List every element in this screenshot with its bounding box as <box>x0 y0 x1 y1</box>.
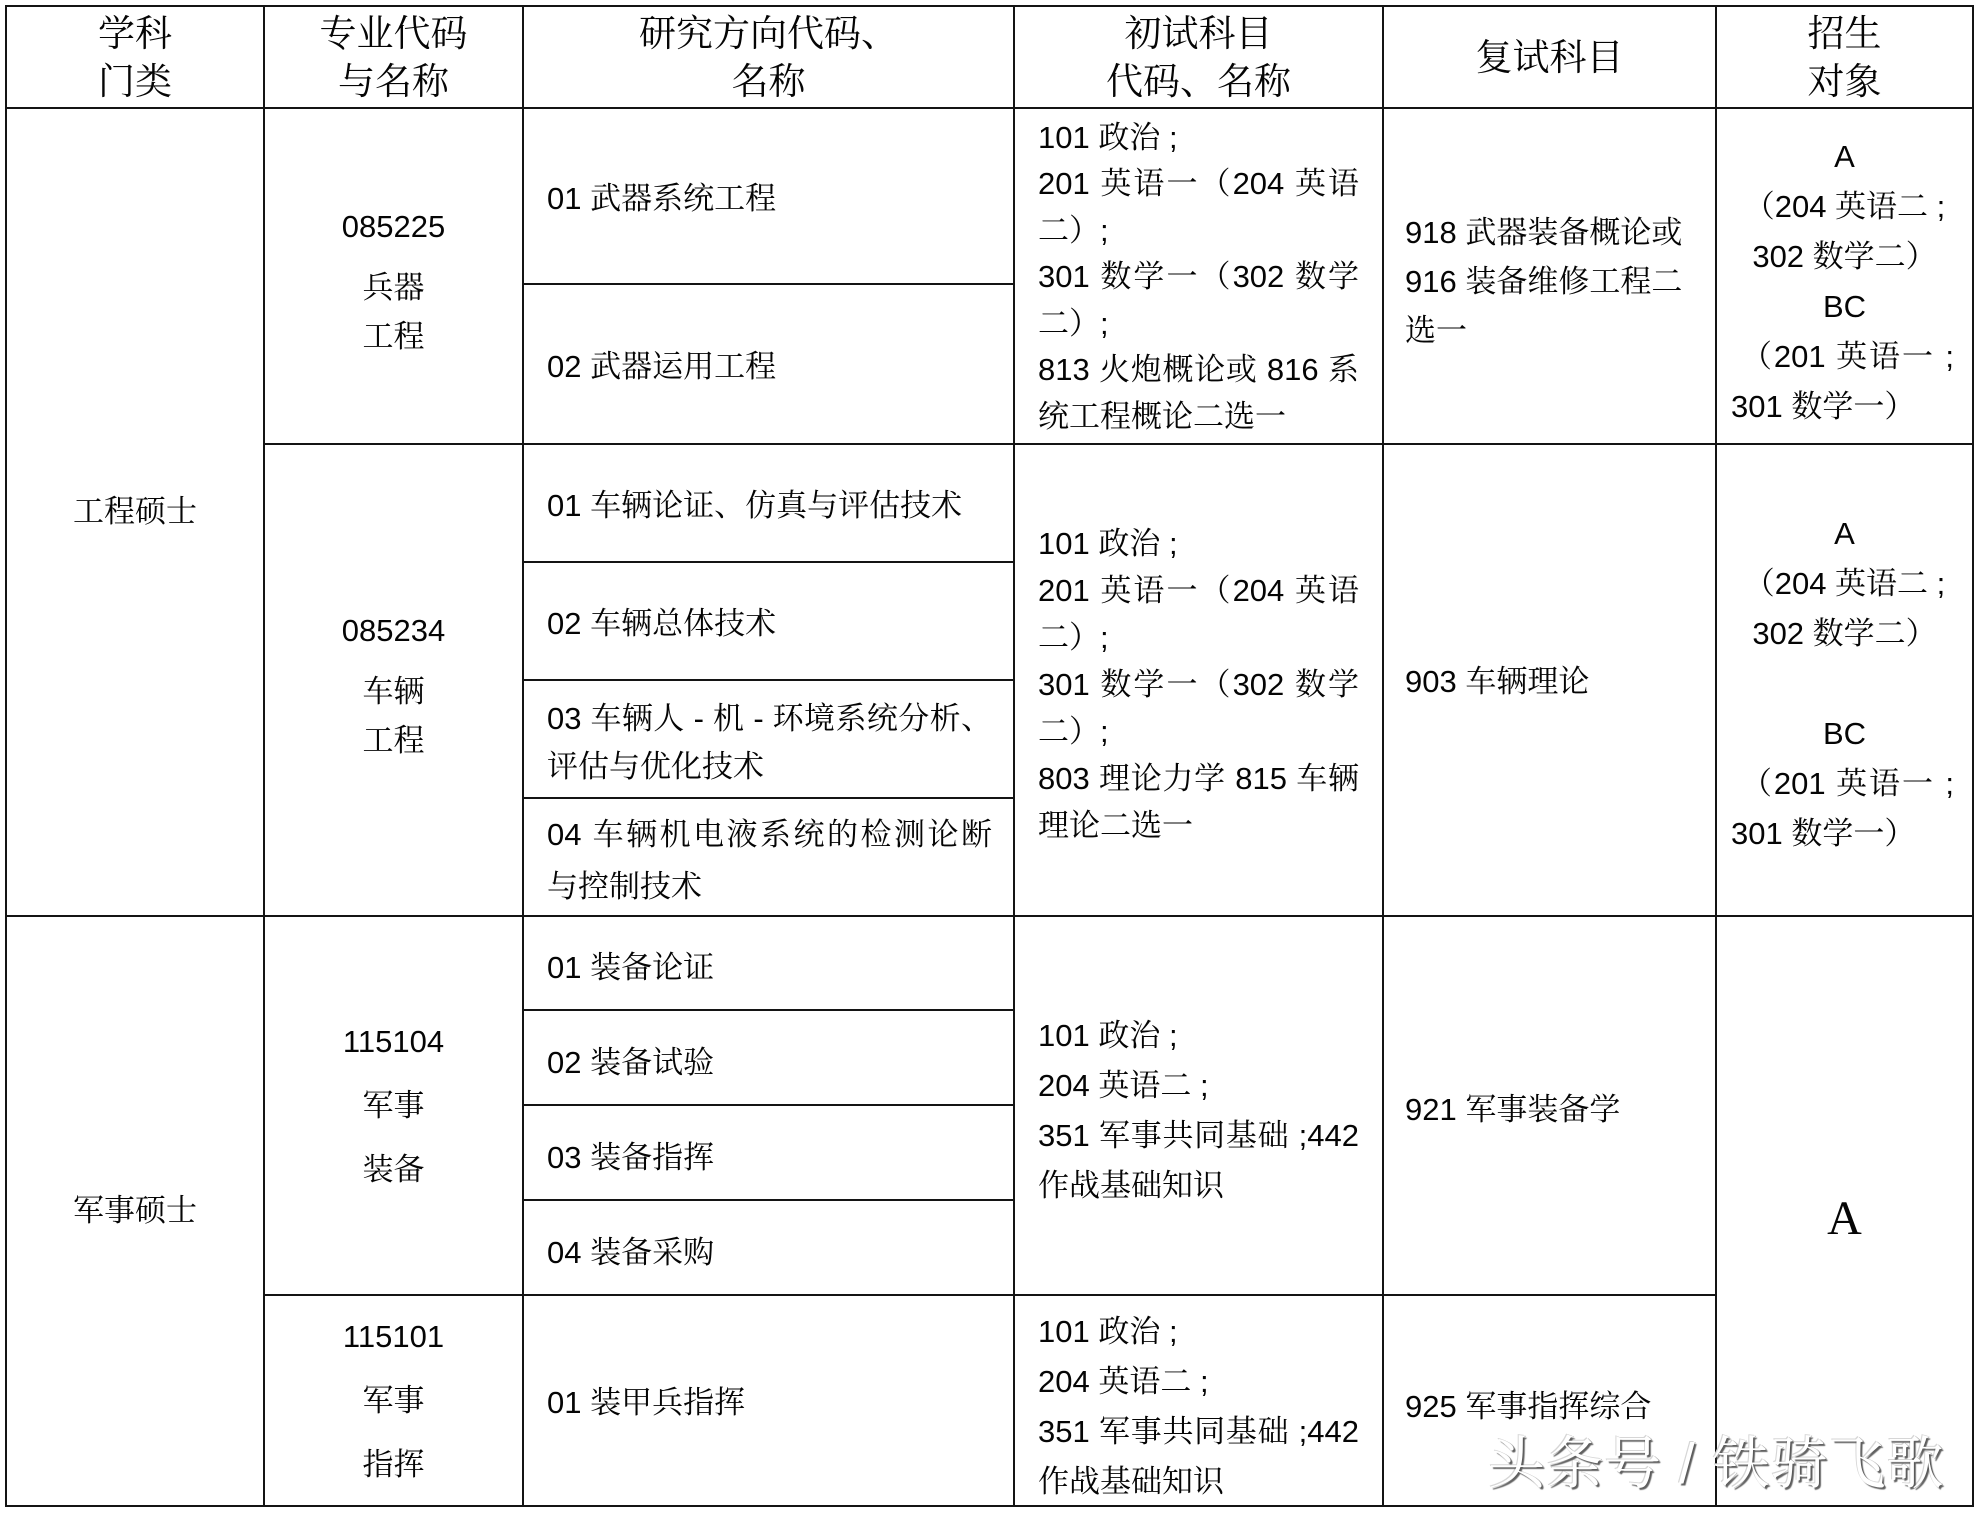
research-direction-cell <box>522 1104 1015 1201</box>
target-group-label: BC <box>1822 716 1867 751</box>
research-direction-cell <box>522 443 1015 563</box>
exam-subject-line: 301 数学一（302 数学 <box>1038 259 1359 295</box>
exam-subject-line: 二）; <box>1038 713 1109 749</box>
exam-subject-line: 二）; <box>1038 305 1109 341</box>
exam-subject-line: 作战基础知识 <box>1038 1463 1224 1499</box>
header-text-line: 初试科目 <box>1124 13 1273 54</box>
research-direction-cell <box>522 561 1015 681</box>
enrollment-target-cell-merged <box>1715 915 1974 1507</box>
header-research-direction <box>522 5 1015 109</box>
target-requirement-line: （201 英语一 ; <box>1741 766 1954 801</box>
research-direction-cell <box>522 107 1015 285</box>
header-text-line: 门类 <box>98 61 172 102</box>
research-direction-text: 01 车辆论证、仿真与评估技术 <box>547 488 963 523</box>
major-cell <box>263 107 524 445</box>
header-text-line: 招生 <box>1807 13 1882 54</box>
category-name: 工程硕士 <box>73 494 197 529</box>
target-group-label: A <box>1834 139 1855 174</box>
retest-subject-line: 903 车辆理论 <box>1405 664 1590 699</box>
header-discipline-category <box>5 5 265 109</box>
exam-subject-line: 201 英语一（204 英语 <box>1038 572 1359 608</box>
research-direction-cell <box>522 915 1015 1011</box>
exam-subject-line: 803 理论力学 815 车辆 <box>1038 760 1359 796</box>
header-initial-exam <box>1013 5 1384 109</box>
research-direction-text: 03 车辆人 - 机 - 环境系统分析、 <box>547 701 992 736</box>
category-cell-engineering <box>5 107 265 917</box>
header-text-line: 名称 <box>731 61 806 102</box>
exam-subject-line: 204 英语二 ; <box>1038 1068 1209 1103</box>
category-name: 军事硕士 <box>73 1193 197 1228</box>
initial-exam-cell <box>1013 107 1384 445</box>
retest-subject-line: 916 装备维修工程二 <box>1405 263 1683 299</box>
research-direction-cell <box>522 1199 1015 1296</box>
initial-exam-cell <box>1013 1294 1384 1507</box>
major-name-line: 兵器 <box>362 270 425 305</box>
research-direction-cell <box>522 283 1015 445</box>
blank-line-spacer <box>1731 659 1958 709</box>
header-text-line: 代码、名称 <box>1106 61 1291 102</box>
target-requirement-line: 301 数学一） <box>1731 816 1916 851</box>
exam-subject-line: 204 英语二 ; <box>1038 1363 1209 1399</box>
research-direction-text: 01 装甲兵指挥 <box>547 1385 746 1420</box>
retest-subject-line: 918 武器装备概论或 <box>1405 214 1683 250</box>
exam-subject-line: 351 军事共同基础 ;442 <box>1038 1413 1359 1449</box>
header-text-line: 对象 <box>1807 61 1882 102</box>
research-direction-text: 01 武器系统工程 <box>547 181 777 216</box>
major-cell <box>263 915 524 1296</box>
retest-subject-line: 921 军事装备学 <box>1405 1092 1621 1127</box>
target-requirement-line: （204 英语二 ; <box>1743 189 1946 224</box>
header-enrollment-target <box>1715 5 1974 109</box>
research-direction-text: 04 车辆机电液系统的检测论断 <box>547 817 992 852</box>
target-group-label: BC <box>1822 289 1867 324</box>
exam-subject-line: 101 政治 ; <box>1038 1313 1178 1349</box>
header-text-line: 学科 <box>98 13 172 54</box>
enrollment-target-cell <box>1715 107 1974 445</box>
enrollment-target-cell <box>1715 443 1974 917</box>
major-code: 115101 <box>342 1318 445 1354</box>
research-direction-text: 与控制技术 <box>547 869 702 904</box>
target-requirement-line: 302 数学二） <box>1752 616 1937 651</box>
exam-subject-line: 二）; <box>1038 619 1109 655</box>
watermark-text: 头条号 / 铁骑飞歌 <box>1488 1432 1945 1496</box>
major-name-line: 军事 <box>362 1382 425 1418</box>
research-direction-text: 评估与优化技术 <box>547 749 764 784</box>
exam-subject-line: 101 政治 ; <box>1038 525 1178 561</box>
target-requirement-line: （204 英语二 ; <box>1743 566 1946 601</box>
exam-subject-line: 813 火炮概论或 816 系 <box>1038 352 1359 388</box>
retest-cell <box>1382 443 1717 917</box>
research-direction-text: 02 装备试验 <box>547 1044 715 1080</box>
header-major-code-name <box>263 5 524 109</box>
major-code: 085225 <box>341 209 446 244</box>
exam-subject-line: 作战基础知识 <box>1038 1168 1224 1203</box>
research-direction-text: 02 车辆总体技术 <box>547 606 777 641</box>
major-name-line: 指挥 <box>362 1446 425 1482</box>
research-direction-cell <box>522 1294 1015 1507</box>
target-group-label: A <box>1827 1192 1862 1245</box>
major-name-line: 装备 <box>362 1151 425 1187</box>
major-name-line: 军事 <box>362 1087 425 1123</box>
exam-subject-line: 101 政治 ; <box>1038 1018 1178 1053</box>
research-direction-cell <box>522 679 1015 799</box>
initial-exam-cell <box>1013 915 1384 1296</box>
initial-exam-cell <box>1013 443 1384 917</box>
research-direction-text: 01 装备论证 <box>547 950 715 985</box>
major-name-line: 工程 <box>362 723 425 758</box>
exam-subject-line: 101 政治 ; <box>1038 119 1178 155</box>
header-text-line: 复试科目 <box>1475 37 1624 78</box>
target-requirement-line: （201 英语一 ; <box>1741 339 1954 374</box>
retest-cell <box>1382 915 1717 1296</box>
major-cell <box>263 1294 524 1507</box>
major-name-line: 车辆 <box>362 674 425 709</box>
research-direction-cell <box>522 1009 1015 1106</box>
major-name-line: 工程 <box>362 319 425 354</box>
header-text-line: 与名称 <box>338 61 449 102</box>
research-direction-cell <box>522 797 1015 917</box>
exam-subject-line: 理论二选一 <box>1038 807 1193 843</box>
target-group-label: A <box>1834 516 1855 551</box>
header-retest <box>1382 5 1717 109</box>
exam-subject-line: 二）; <box>1038 212 1109 248</box>
exam-subject-line: 201 英语一（204 英语 <box>1038 166 1359 202</box>
exam-subject-line: 351 军事共同基础 ;442 <box>1038 1118 1359 1153</box>
exam-subject-line: 301 数学一（302 数学 <box>1038 666 1359 702</box>
retest-subject-line: 925 军事指挥综合 <box>1405 1389 1652 1424</box>
major-code: 085234 <box>341 613 446 648</box>
major-code: 115104 <box>342 1023 445 1059</box>
research-direction-text: 03 装备指挥 <box>547 1139 715 1175</box>
exam-subject-line: 统工程概论二选一 <box>1038 398 1286 434</box>
category-cell-military <box>5 915 265 1507</box>
retest-subject-line: 选一 <box>1405 312 1467 348</box>
header-text-line: 研究方向代码、 <box>639 13 898 54</box>
retest-cell <box>1382 107 1717 445</box>
research-direction-text: 04 装备采购 <box>547 1234 715 1270</box>
major-cell <box>263 443 524 917</box>
target-requirement-line: 301 数学一） <box>1731 389 1916 424</box>
header-text-line: 专业代码 <box>319 13 468 54</box>
research-direction-text: 02 武器运用工程 <box>547 349 777 384</box>
target-requirement-line: 302 数学二） <box>1752 239 1937 274</box>
